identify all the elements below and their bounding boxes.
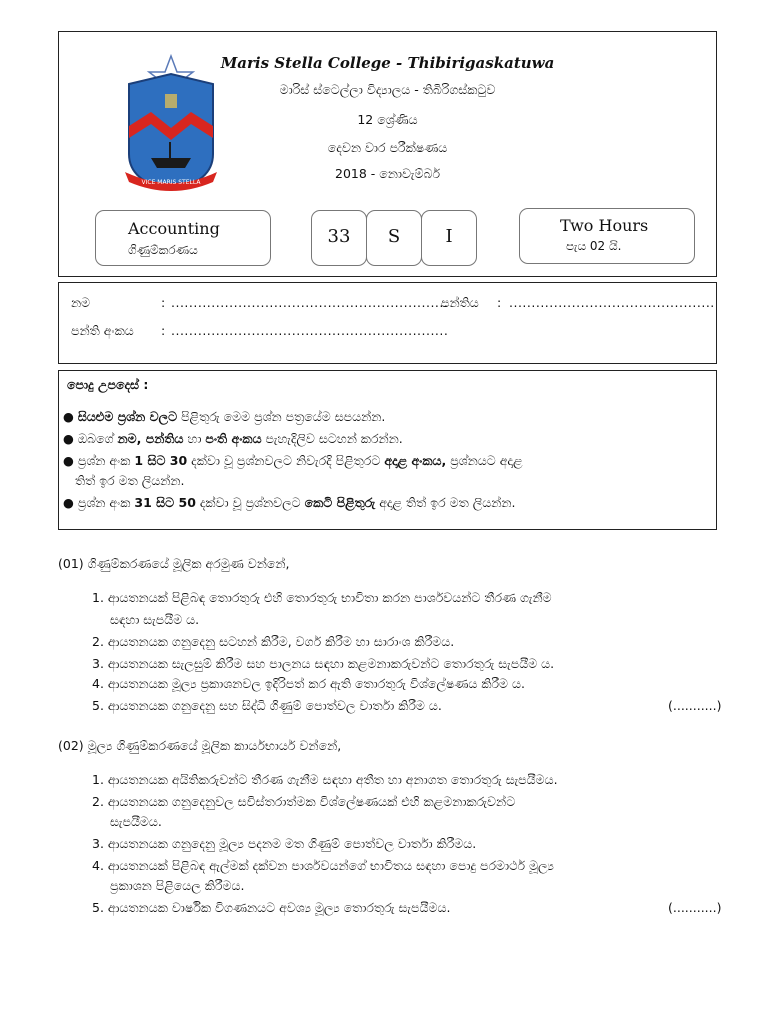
instruction-2: ● ඔබගේ නම, පන්තිය හා පංති අංකය පැහැදිලිව සටහන් කරන්න. — [63, 431, 403, 446]
name-label: නම — [71, 295, 91, 310]
q1-option-1-cont: සඳහා සැපයීම ය. — [110, 612, 200, 627]
code-box-3 — [421, 210, 477, 266]
q1-option-3: 3. ආයතනයක සැලසුම් කිරීම සහ පාලනය සඳහා කළමනාකරුවන්ට තොරතුරු සැපයීම ය. — [92, 656, 555, 671]
duration-box — [519, 208, 695, 264]
instruction-3: ● ප්‍රශ්න අංක 1 සිට 30 දක්වා වූ ප්‍රශ්නවලට නිවැරදි පිළිතුරට අදාළ අංකය, ප්‍රශ්නයට අදාළ — [63, 453, 523, 468]
school-name-en: Maris Stella College - Thibirigaskatuwa — [220, 54, 555, 72]
index-label: පන්ති අංකය — [71, 323, 134, 338]
q1-option-2: 2. ආයතනයක ගනුදෙනු සටහන් කිරීම, වර්ග කිරීම හා සාරාංශ කිරීමය. — [92, 634, 455, 649]
q2-option-4-cont: ප්‍රකාශන පිළියෙල කිරීමය. — [110, 878, 245, 893]
q2-option-1: 1. ආයතනයක අයිතිකරුවන්ට තීරණ ගැනීම සඳහා අතීත හා අනාගත තොරතුරු සැපයීමය. — [92, 772, 558, 787]
q1-option-5: 5. ආයතනයක ගනුදෙනු සහ සිද්ධි ගිණුම් පොත්වල වාර්තා කිරීම ය. — [92, 698, 442, 713]
instruction-1: ● සියළුම ප්‍රශ්න වලට පිළිතුරු මෙම ප්‍රශ්න පත්‍රයේම සපයන්න. — [63, 409, 386, 424]
q2-answer-blank[interactable]: (...........) — [668, 900, 722, 915]
medium-code: S — [387, 226, 401, 247]
instructions-box — [58, 370, 717, 530]
index-separator: : — [161, 323, 166, 338]
q1-option-1: 1. ආයතනයක් පිළිබඳ තොරතුරු එහි තොරතුරු භාවිතා කරන පාර්ශවයන්ට තීරණ ගැනීම — [92, 590, 552, 605]
q1-option-4: 4. ආයතනයක මූල්‍ය ප්‍රකාශනවල ඉදිරිපත් කර ඇති තොරතුරු විශ්ලේෂණය කිරීම ය. — [92, 676, 525, 691]
code-box-1 — [311, 210, 367, 266]
question-2-stem: (02) මූල්‍ය ගිණුම්කරණයේ මූලික කාර්යභාර්ය වන්නේ, — [58, 738, 342, 753]
school-name-si: මාරිස් ස්ටෙල්ලා විද්‍යාලය - තිබිරිගස්කටුව — [279, 82, 496, 97]
crest-motto: VICE MARIS STELLA — [141, 179, 201, 186]
duration-si: පැය 02 යි. — [566, 239, 622, 253]
duration-en: Two Hours — [560, 216, 649, 235]
q2-option-2: 2. ආයතනයක ගනුදෙනුවල සවිස්තරාත්මක විශ්ලේෂණයක් එහි කළමනාකරුවන්ට — [92, 794, 516, 809]
exam-title: දෙවන වාර පරීක්ෂණය — [327, 140, 448, 155]
instructions-title: පොදු උපදෙස් : — [67, 377, 149, 392]
header-box — [58, 31, 717, 277]
grade: 12 ශ්‍රේණිය — [357, 112, 418, 127]
bullet-icon: ● — [63, 409, 78, 424]
exam-date: 2018 - නොවැම්බර් — [335, 166, 440, 181]
instruction-4: ● ප්‍රශ්න අංක 31 සිට 50 දක්වා වූ ප්‍රශ්නවලට කෙටි පිළිතුරු අදාළ තිත් ඉර මත ලියන්න. — [63, 495, 516, 510]
subject-si: ගිණුම්කරණය — [128, 243, 198, 257]
class-separator: : — [497, 295, 502, 310]
subject-en: Accounting — [128, 219, 220, 238]
q2-option-4: 4. ආයතනයක් පිළිබඳ ඇල්මක් දක්වන පාර්ශවයන්ගේ භාවිතය සඳහා පොදු පරමාර්ථ මූල්‍ය — [92, 858, 554, 873]
class-field[interactable]: .............................................. — [509, 295, 715, 310]
name-separator: : — [161, 295, 166, 310]
subject-code: 33 — [327, 226, 351, 247]
bullet-icon: ● — [63, 431, 78, 446]
class-label: පන්තිය — [441, 295, 479, 310]
paper-code: I — [445, 226, 453, 247]
bullet-icon: ● — [63, 495, 78, 510]
instruction-3-cont: තිත් ඉර මත ලියන්න. — [75, 473, 185, 488]
code-box-2 — [366, 210, 422, 266]
student-details-box — [58, 282, 717, 364]
question-1-stem: (01) ගිණුම්කරණයේ මූලික අරමුණ වන්නේ, — [58, 556, 290, 571]
bullet-icon: ● — [63, 453, 78, 468]
subject-box — [95, 210, 271, 266]
q1-answer-blank[interactable]: (...........) — [668, 698, 722, 713]
index-field[interactable]: .............................................................. — [171, 323, 449, 338]
q2-option-2-cont: සැපයීමය. — [110, 814, 162, 829]
q2-option-5: 5. ආයතනයක වාර්ෂික විගණනයට අවශ්‍ය මූල්‍ය තොරතුරු සැපයීමය. — [92, 900, 451, 915]
q2-option-3: 3. ආයතනයක ගනුදෙනු මූල්‍ය පදනම මත ගිණුම් පොත්වල වාර්තා කිරීමය. — [92, 836, 477, 851]
name-field[interactable]: .............................................................. — [171, 295, 449, 310]
